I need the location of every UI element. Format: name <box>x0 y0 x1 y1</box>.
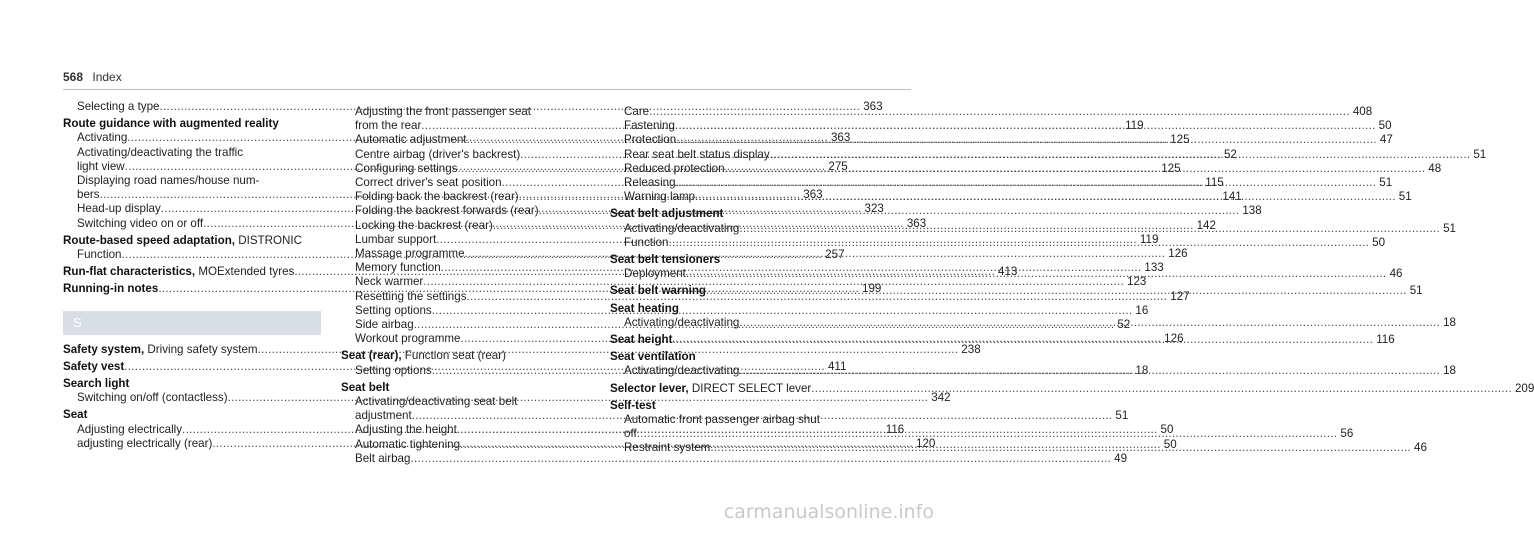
page-reference[interactable]: 116 <box>885 422 905 436</box>
entry-text: Activating/deactivating <box>624 364 740 378</box>
entry-text: Function <box>624 235 669 249</box>
entry-text: Function <box>77 248 122 262</box>
entry-text: Run-flat characteristics, MOExtended tyres <box>63 265 295 279</box>
index-subentry <box>63 174 321 188</box>
section-letter-heading: S <box>63 311 321 335</box>
entry-text: Side airbag <box>355 318 414 332</box>
entry-text: Adjusting the height <box>355 423 457 437</box>
leader-dots <box>673 333 1374 347</box>
page-reference[interactable]: 51 <box>1443 221 1456 235</box>
index-entry <box>610 350 867 364</box>
page-reference[interactable]: 257 <box>825 248 845 262</box>
index-subentry <box>341 105 574 119</box>
page-reference[interactable]: 46 <box>1389 267 1403 281</box>
index-entry <box>63 377 321 391</box>
page-reference[interactable]: 199 <box>862 282 882 296</box>
entry-text: Seat <box>63 408 88 422</box>
entry-text: adjustment <box>355 409 412 423</box>
entry-text: Lumbar support <box>355 232 437 246</box>
page-reference[interactable]: 46 <box>1414 441 1427 455</box>
entry-text: Activating/deactivating the traffic <box>77 145 244 159</box>
page-reference[interactable]: 138 <box>1242 204 1262 218</box>
page-reference[interactable]: 51 <box>1409 284 1423 298</box>
leader-dots <box>668 236 1369 250</box>
leader-dots <box>770 148 1471 162</box>
entry-text: Setting options <box>355 303 432 317</box>
entry-text: Memory function <box>355 261 441 275</box>
entry-text: Switching video on or off <box>77 216 204 230</box>
entry-text: Releasing <box>624 176 676 190</box>
leader-dots <box>686 267 1387 281</box>
leader-dots <box>675 119 1376 133</box>
page-reference[interactable]: 119 <box>1139 232 1159 246</box>
entry-text: Deployment <box>624 267 686 281</box>
page-reference[interactable]: 50 <box>1372 235 1386 249</box>
leader-dots <box>739 364 1440 378</box>
entry-text: Selecting a type <box>77 100 160 113</box>
page-reference[interactable]: 52 <box>1117 318 1131 332</box>
page-reference[interactable]: 50 <box>1378 119 1392 133</box>
entry-text: Seat belt <box>341 380 390 394</box>
entry-text: Seat (rear), Function seat (rear) <box>341 349 506 363</box>
index-entry[interactable] <box>610 381 1534 396</box>
entry-text: adjusting electrically (rear) <box>77 436 213 450</box>
entry-text: Setting options <box>355 363 432 377</box>
leader-dots <box>676 133 1377 147</box>
entry-text: Activating/deactivating <box>624 221 740 235</box>
entry-text: Automatic tightening <box>355 437 461 451</box>
entry-text: Centre airbag (driver's backrest) <box>355 147 521 161</box>
page-reference[interactable]: 275 <box>828 159 848 173</box>
entry-text: from the rear <box>355 119 422 133</box>
entry-text: Safety vest <box>63 359 125 373</box>
entry-text: Seat belt tensioners <box>610 253 721 267</box>
entry-text: Workout programme <box>355 332 461 346</box>
index-subentry <box>341 395 574 409</box>
page-reference[interactable]: 363 <box>803 188 823 202</box>
page-reference[interactable]: 126 <box>1168 247 1188 261</box>
entry-text: Route guidance with augmented reality <box>63 117 279 131</box>
page-reference[interactable]: 323 <box>864 202 884 216</box>
index-subentry[interactable] <box>610 364 1456 378</box>
index-entry <box>610 399 867 413</box>
entry-text: Seat belt warning <box>610 284 706 298</box>
entry-text: Seat ventilation <box>610 350 696 364</box>
page-reference[interactable]: 18 <box>1443 364 1456 378</box>
entry-text: Folding back the backrest (rear) <box>355 190 519 204</box>
page-reference[interactable]: 363 <box>906 216 927 230</box>
page-reference[interactable]: 51 <box>1398 190 1412 204</box>
page-reference[interactable]: 141 <box>1222 190 1242 204</box>
leader-dots <box>637 427 1338 441</box>
page-reference[interactable]: 51 <box>1379 176 1393 190</box>
entry-text: Running-in notes <box>63 282 159 296</box>
entry-text: Automatic front passenger airbag shut <box>624 413 820 427</box>
entry-text: Locking the backrest (rear) <box>355 218 493 232</box>
page-reference[interactable]: 127 <box>1170 289 1190 303</box>
page-reference[interactable]: 119 <box>1125 119 1144 133</box>
page-reference[interactable]: 56 <box>1340 427 1354 441</box>
page-reference[interactable]: 115 <box>1205 176 1224 190</box>
index-subentry[interactable] <box>341 451 1128 466</box>
leader-dots <box>695 190 1396 204</box>
page-reference[interactable]: 125 <box>1170 133 1190 147</box>
index-entry <box>63 117 321 131</box>
entry-text: Automatic adjustment <box>355 133 467 147</box>
entry-text: Warning lamp <box>624 190 696 204</box>
page-reference[interactable]: 116 <box>1376 333 1395 347</box>
index-entry <box>341 381 574 395</box>
page-reference[interactable]: 209 <box>1514 381 1534 395</box>
entry-text: Seat height <box>610 333 673 347</box>
entry-text: Displaying road names/house num- <box>77 174 260 188</box>
entry-text: Restraint system <box>624 441 711 455</box>
leader-dots <box>649 105 1350 119</box>
index-subentry <box>63 146 321 160</box>
index-subentry <box>610 413 867 427</box>
entry-text: Rear seat belt status display <box>624 147 770 161</box>
page-reference[interactable]: 363 <box>863 100 883 113</box>
leader-dots <box>739 222 1440 236</box>
index-entry <box>610 207 867 221</box>
page-reference[interactable]: 411 <box>827 359 847 373</box>
index-entry <box>610 253 867 267</box>
leader-dots <box>676 176 1377 190</box>
entry-text: Resetting the settings <box>355 289 467 303</box>
entry-text: Selector lever, DIRECT SELECT lever <box>610 381 812 395</box>
entry-text: Head-up display <box>77 202 161 216</box>
index-entry <box>610 302 867 316</box>
section-title: Index <box>92 70 122 84</box>
index-entry <box>341 349 574 363</box>
watermark: carmanualsonline.info <box>723 501 934 523</box>
entry-text: Activating/deactivating <box>624 315 740 329</box>
page-reference[interactable]: 142 <box>1196 218 1216 232</box>
page-reference[interactable]: 363 <box>830 131 851 145</box>
entry-text: Activating <box>77 131 128 145</box>
page-reference[interactable]: 18 <box>1443 315 1456 329</box>
page-header <box>63 70 122 84</box>
entry-text: Care <box>624 105 650 118</box>
page-reference[interactable]: 126 <box>1164 332 1184 346</box>
entry-text: Seat belt adjustment <box>610 207 724 221</box>
entry-text: Correct driver's seat position <box>355 176 502 190</box>
page-reference[interactable]: 133 <box>1144 261 1164 275</box>
page-reference[interactable]: 18 <box>1135 363 1149 377</box>
page-reference[interactable]: 51 <box>1473 147 1487 161</box>
entry-text: Neck warmer <box>355 275 424 289</box>
entry-text: Adjusting the front passenger seat <box>355 105 531 118</box>
entry-text: Safety system, Driving safety system <box>63 342 258 356</box>
page-reference[interactable]: 125 <box>1161 161 1181 175</box>
leader-dots <box>739 316 1440 330</box>
page-reference[interactable]: 47 <box>1379 133 1393 147</box>
entry-text: Configuring settings <box>355 161 458 175</box>
entry-text: Self-test <box>610 398 656 412</box>
header-rule <box>63 89 911 90</box>
page-reference[interactable]: 342 <box>931 391 951 405</box>
entry-text: Belt airbag <box>355 451 411 465</box>
leader-dots <box>811 382 1512 396</box>
page-reference[interactable]: 408 <box>1352 105 1373 118</box>
index-entry <box>63 234 321 248</box>
entry-text: bers <box>77 188 100 202</box>
page-reference[interactable]: 238 <box>961 342 981 356</box>
page-reference[interactable]: 49 <box>1114 451 1128 465</box>
entry-text: Activating/deactivating seat belt <box>355 395 518 409</box>
entry-text: Reduced protection <box>624 161 725 175</box>
leader-dots <box>706 284 1407 298</box>
page-reference[interactable]: 52 <box>1223 147 1237 161</box>
page-reference[interactable]: 50 <box>1160 423 1174 437</box>
page-reference[interactable]: 120 <box>916 436 936 450</box>
entry-text: Switching on/off (contactless) <box>77 391 228 405</box>
entry-text: Folding the backrest forwards (rear) <box>355 204 539 218</box>
entry-text: Search light <box>63 377 130 391</box>
page-reference[interactable]: 48 <box>1428 161 1442 175</box>
entry-text: off <box>624 427 637 441</box>
leader-dots <box>725 159 1426 176</box>
page-reference[interactable]: 16 <box>1135 303 1149 317</box>
page-reference[interactable]: 51 <box>1115 409 1129 423</box>
entry-text: Route-based speed adaptation, DISTRONIC <box>63 233 302 247</box>
entry-text: Massage programme <box>355 247 465 261</box>
entry-text: light view <box>77 159 125 173</box>
page-reference[interactable]: 413 <box>998 265 1018 279</box>
entry-text: Fastening <box>624 119 675 133</box>
page-reference[interactable]: 123 <box>1127 275 1147 289</box>
leader-dots <box>710 441 1411 455</box>
page-reference[interactable]: 50 <box>1163 437 1177 451</box>
entry-text: Seat heating <box>610 301 679 315</box>
page-number: 568 <box>63 70 84 84</box>
index-entry <box>63 408 321 422</box>
entry-text: Adjusting electrically <box>77 422 183 436</box>
entry-text: Protection <box>624 133 677 147</box>
